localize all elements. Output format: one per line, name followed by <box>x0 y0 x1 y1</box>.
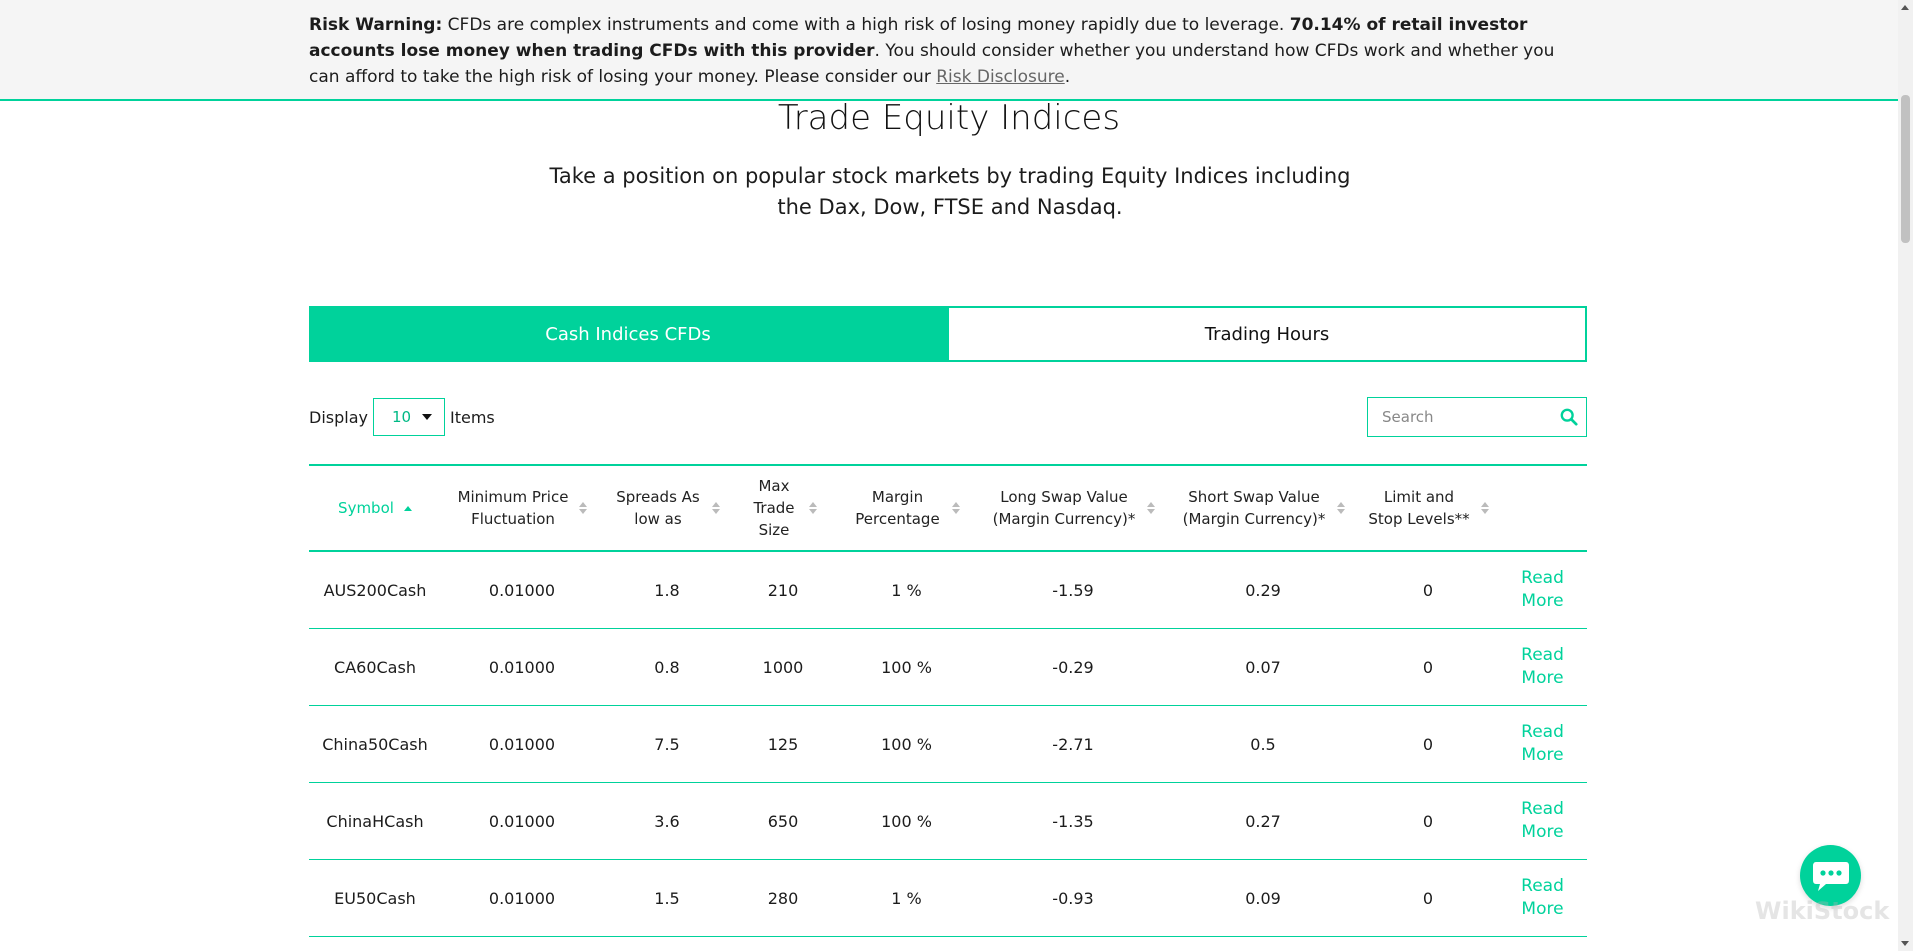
header-max-trade-size[interactable] <box>731 475 835 541</box>
header-symbol[interactable] <box>309 497 441 519</box>
sort-icon <box>1147 502 1155 514</box>
risk-text-end: . <box>1064 67 1071 87</box>
header-min-price-fluctuation[interactable] <box>441 486 603 530</box>
scroll-down-icon[interactable] <box>1901 941 1909 946</box>
cell-spread: 3.6 <box>654 811 680 831</box>
sort-icon <box>579 502 587 514</box>
tab-trading-hours[interactable]: Trading Hours <box>947 306 1587 362</box>
cell-max-trade-size: 1000 <box>762 657 804 677</box>
read-more-cell <box>1498 875 1587 921</box>
read-more-link[interactable]: Read More <box>1521 722 1564 765</box>
cell-long-swap: -1.35 <box>1052 811 1094 831</box>
read-more-cell <box>1498 567 1587 613</box>
cell-long-swap: -0.29 <box>1052 657 1094 677</box>
header-label: Limit and Stop Levels** <box>1368 488 1470 528</box>
items-per-page-select[interactable] <box>373 398 445 436</box>
header-label: Margin Percentage <box>855 488 940 528</box>
table-row <box>309 860 1587 937</box>
read-more-cell <box>1498 798 1587 844</box>
cell-spread: 0.8 <box>654 657 680 677</box>
header-label: Short Swap Value (Margin Currency)* <box>1182 488 1326 528</box>
sort-icon <box>809 502 817 514</box>
table-body <box>309 552 1587 937</box>
risk-warning-label: Risk Warning: <box>309 15 443 35</box>
sort-icon <box>952 502 960 514</box>
scrollbar-thumb[interactable] <box>1901 95 1910 243</box>
cell-limit-stop-levels: 0 <box>1422 888 1434 908</box>
cell-min-price-fluctuation: 0.01000 <box>488 734 556 754</box>
chat-icon <box>1812 860 1850 892</box>
instruments-table <box>309 464 1587 937</box>
cell-min-price-fluctuation: 0.01000 <box>488 811 556 831</box>
cell-long-swap: -1.59 <box>1052 580 1094 600</box>
cell-spread: 7.5 <box>654 734 680 754</box>
cell-margin-percentage: 100 % <box>881 734 932 754</box>
search-icon[interactable] <box>1560 408 1578 426</box>
cell-min-price-fluctuation: 0.01000 <box>488 657 556 677</box>
cell-max-trade-size: 210 <box>767 580 799 600</box>
cell-short-swap: 0.09 <box>1245 888 1281 908</box>
cell-long-swap: -2.71 <box>1052 734 1094 754</box>
tab-bar <box>309 306 1587 362</box>
read-more-cell <box>1498 644 1587 690</box>
header-long-swap[interactable] <box>978 486 1168 530</box>
cell-symbol: ChinaHCash <box>326 811 424 831</box>
cell-max-trade-size: 280 <box>767 888 799 908</box>
risk-warning-text <box>309 12 1587 90</box>
table-row <box>309 783 1587 860</box>
cell-max-trade-size: 125 <box>767 734 799 754</box>
cell-symbol: CA60Cash <box>334 657 416 677</box>
cell-long-swap: -0.93 <box>1052 888 1094 908</box>
items-per-page-value: 10 <box>391 408 412 426</box>
cell-limit-stop-levels: 0 <box>1422 657 1434 677</box>
read-more-link[interactable]: Read More <box>1521 876 1564 919</box>
risk-disclosure-link[interactable]: Risk Disclosure <box>936 67 1065 87</box>
header-label: Max Trade Size <box>753 477 795 539</box>
cell-symbol: AUS200Cash <box>323 580 427 600</box>
display-items-control <box>309 397 495 437</box>
cell-min-price-fluctuation: 0.01000 <box>488 888 556 908</box>
header-label: Long Swap Value (Margin Currency)* <box>992 488 1136 528</box>
cell-short-swap: 0.29 <box>1245 580 1281 600</box>
cell-spread: 1.8 <box>654 580 680 600</box>
cell-limit-stop-levels: 0 <box>1422 811 1434 831</box>
caret-down-icon <box>422 414 432 420</box>
risk-text-2: . You should consider whether you understand how CFDs work and whether you can afford to take the high risk of losing your money. Please consider our <box>309 41 1555 87</box>
read-more-cell <box>1498 721 1587 767</box>
table-row <box>309 706 1587 783</box>
risk-text-1: CFDs are complex instruments and come with a high risk of losing money rapidly due to leverage. <box>442 15 1290 35</box>
risk-percentage: 70.14% of retail investor accounts lose money when trading CFDs with this provider <box>309 15 1528 61</box>
header-label: Spreads As low as <box>616 488 700 528</box>
risk-warning-banner <box>0 0 1898 101</box>
cell-short-swap: 0.5 <box>1250 734 1276 754</box>
cell-symbol: EU50Cash <box>334 888 416 908</box>
cell-short-swap: 0.07 <box>1245 657 1281 677</box>
header-margin-percentage[interactable] <box>835 486 978 530</box>
sort-icon <box>712 502 720 514</box>
cell-margin-percentage: 1 % <box>891 580 922 600</box>
search-box <box>1367 397 1587 437</box>
cell-margin-percentage: 1 % <box>891 888 922 908</box>
cell-limit-stop-levels: 0 <box>1422 734 1434 754</box>
cell-margin-percentage: 100 % <box>881 657 932 677</box>
items-label: Items <box>449 407 495 427</box>
cell-symbol: China50Cash <box>322 734 428 754</box>
cell-limit-stop-levels: 0 <box>1422 580 1434 600</box>
page-title: Trade Equity Indices <box>777 98 1121 138</box>
sort-icon <box>1481 502 1489 514</box>
cell-margin-percentage: 100 % <box>881 811 932 831</box>
sort-asc-icon <box>404 506 412 511</box>
header-short-swap[interactable] <box>1168 486 1358 530</box>
read-more-link[interactable]: Read More <box>1521 568 1564 611</box>
page-subtitle: Take a position on popular stock markets by trading Equity Indices including the Dax, Dow, FTSE and Nasdaq. <box>549 164 1351 219</box>
table-row <box>309 629 1587 706</box>
read-more-link[interactable]: Read More <box>1521 799 1564 842</box>
search-input[interactable] <box>1380 398 1554 436</box>
table-header-row <box>309 466 1587 552</box>
tab-cash-indices-cfds[interactable]: Cash Indices CFDs <box>309 306 947 362</box>
header-label: Minimum Price Fluctuation <box>457 488 569 528</box>
cell-max-trade-size: 650 <box>767 811 799 831</box>
cell-short-swap: 0.27 <box>1245 811 1281 831</box>
header-spreads[interactable] <box>603 486 731 530</box>
sort-icon <box>1337 502 1345 514</box>
read-more-link[interactable]: Read More <box>1521 645 1564 688</box>
display-label: Display <box>309 407 368 427</box>
watermark-logo: WikiStock <box>1755 897 1890 925</box>
table-row <box>309 552 1587 629</box>
vertical-scrollbar[interactable] <box>1898 0 1913 951</box>
header-symbol-label: Symbol <box>338 499 394 517</box>
cell-min-price-fluctuation: 0.01000 <box>488 580 556 600</box>
scroll-up-icon[interactable] <box>1901 5 1909 10</box>
header-limit-stop-levels[interactable] <box>1358 486 1498 530</box>
cell-spread: 1.5 <box>654 888 680 908</box>
